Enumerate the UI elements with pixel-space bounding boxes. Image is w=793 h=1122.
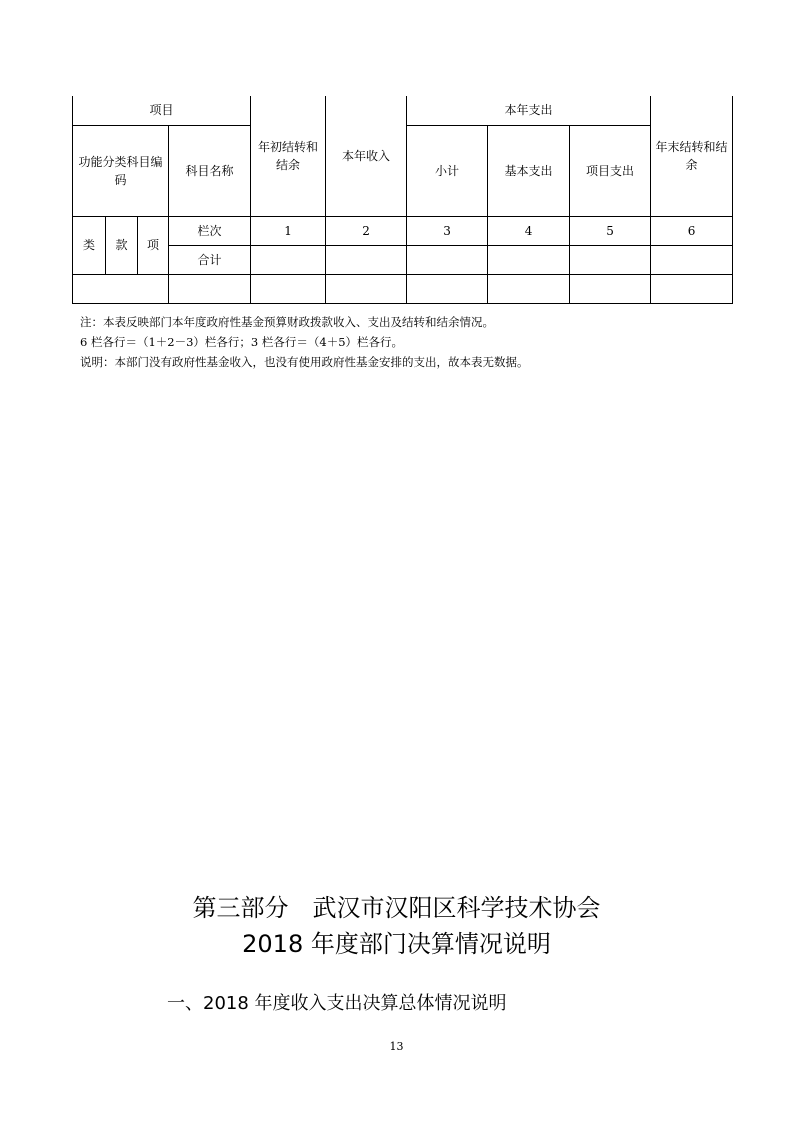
empty-cell	[73, 274, 169, 303]
column-number-4: 4	[488, 216, 570, 245]
section-title-line1: 第三部分 武汉市汉阳区科学技术协会	[192, 894, 601, 922]
header-annual-income: 本年收入	[326, 96, 407, 216]
header-entry: 项	[138, 216, 169, 274]
total-cell	[488, 245, 570, 274]
table-notes	[80, 312, 529, 372]
column-number-1: 1	[251, 216, 326, 245]
section-subheading: 一、2018 年度收入支出决算总体情况说明	[167, 993, 507, 1014]
section-title-line2: 2018 年度部门决算情况说明	[242, 930, 551, 958]
total-cell	[570, 245, 651, 274]
header-closing-balance: 年末结转和结余	[651, 96, 733, 216]
header-subtotal: 小计	[407, 125, 488, 216]
note-line: 说明：本部门没有政府性基金收入，也没有使用政府性基金安排的支出，故本表无数据。	[80, 355, 529, 369]
note-line: 6 栏各行＝（1＋2－3）栏各行；3 栏各行＝（4＋5）栏各行。	[80, 335, 404, 349]
total-cell	[407, 245, 488, 274]
column-number-3: 3	[407, 216, 488, 245]
header-basic-expense: 基本支出	[488, 125, 570, 216]
empty-cell	[407, 274, 488, 303]
header-subject-name: 科目名称	[169, 125, 251, 216]
header-item: 项目	[73, 96, 251, 125]
header-annual-expense: 本年支出	[407, 96, 651, 125]
header-opening-balance: 年初结转和结余	[251, 96, 326, 216]
total-cell	[651, 245, 733, 274]
column-number-2: 2	[326, 216, 407, 245]
note-line: 注：本表反映部门本年度政府性基金预算财政拨款收入、支出及结转和结余情况。	[80, 315, 494, 329]
header-class: 类	[73, 216, 106, 274]
empty-cell	[570, 274, 651, 303]
empty-cell	[326, 274, 407, 303]
total-cell	[251, 245, 326, 274]
empty-cell	[488, 274, 570, 303]
column-number-5: 5	[570, 216, 651, 245]
total-row-label: 合计	[169, 245, 251, 274]
government-fund-table	[72, 96, 733, 304]
header-func-code: 功能分类科目编码	[73, 125, 169, 216]
header-project-expense: 项目支出	[570, 125, 651, 216]
total-cell	[326, 245, 407, 274]
header-section: 款	[106, 216, 138, 274]
column-number-label: 栏次	[169, 216, 251, 245]
empty-cell	[251, 274, 326, 303]
empty-cell	[651, 274, 733, 303]
column-number-6: 6	[651, 216, 733, 245]
empty-cell	[169, 274, 251, 303]
page-number: 13	[389, 1040, 404, 1053]
